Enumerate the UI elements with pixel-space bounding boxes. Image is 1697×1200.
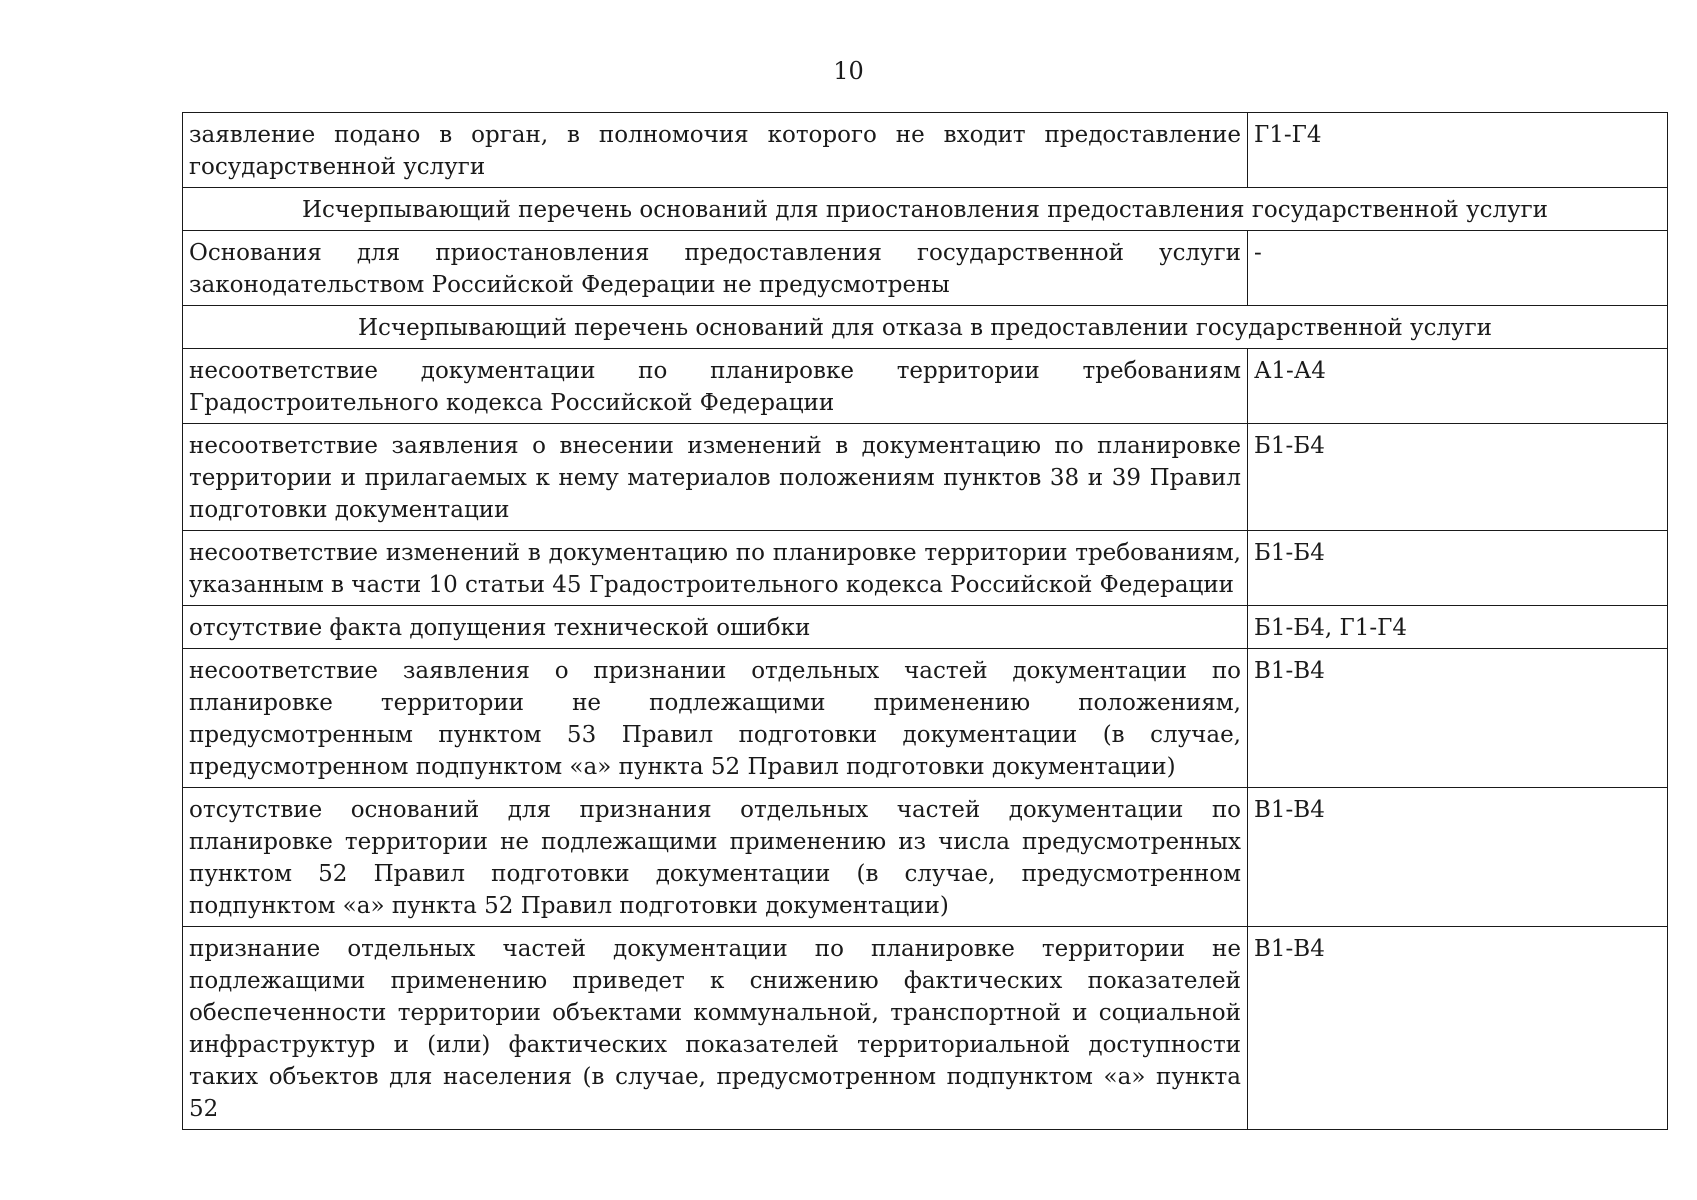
ground-text: отсутствие оснований для признания отдельных частей документации по планировке территории не подлежащими применению из числа предусмотренных пунктом 52 Правил подготовки документации (в случае, предусмотренном подпунктом «а» пункта 52 Правил подготовки документации) [183, 788, 1248, 927]
section-header-row [183, 188, 1668, 231]
table-row [183, 649, 1668, 788]
ground-text: отсутствие факта допущения технической ошибки [183, 606, 1248, 649]
table-row [183, 606, 1668, 649]
ground-text: Основания для приостановления предоставления государственной услуги законодательством Российской Федерации не предусмотрены [183, 231, 1248, 306]
page-number: 10 [833, 57, 864, 85]
ground-code: В1-В4 [1248, 788, 1668, 927]
ground-text: несоответствие заявления о признании отдельных частей документации по планировке территории не подлежащими применению положениям, предусмотренным пунктом 53 Правил подготовки документации (в случае, предусмотренном подпунктом «а» пункта 52 Правил подготовки документации) [183, 649, 1248, 788]
table-row [183, 788, 1668, 927]
grounds-table [182, 112, 1668, 1130]
ground-text: несоответствие заявления о внесении изменений в документацию по планировке территории и прилагаемых к нему материалов положениям пунктов 38 и 39 Правил подготовки документации [183, 424, 1248, 531]
table-row [183, 424, 1668, 531]
ground-code: Б1-Б4 [1248, 531, 1668, 606]
ground-code: В1-В4 [1248, 927, 1668, 1130]
section-header-refusal: Исчерпывающий перечень оснований для отказа в предоставлении государственной услуги [183, 306, 1668, 349]
ground-code: В1-В4 [1248, 649, 1668, 788]
ground-text: заявление подано в орган, в полномочия которого не входит предоставление государственной услуги [183, 113, 1248, 188]
table-row [183, 113, 1668, 188]
ground-text: несоответствие документации по планировке территории требованиям Градостроительного кодекса Российской Федерации [183, 349, 1248, 424]
table-row [183, 231, 1668, 306]
ground-code: Б1-Б4 [1248, 424, 1668, 531]
ground-text: несоответствие изменений в документацию по планировке территории требованиям, указанным в части 10 статьи 45 Градостроительного кодекса Российской Федерации [183, 531, 1248, 606]
table-row [183, 927, 1668, 1130]
section-header-suspension: Исчерпывающий перечень оснований для приостановления предоставления государственной услуги [183, 188, 1668, 231]
ground-code: Г1-Г4 [1248, 113, 1668, 188]
table-row [183, 531, 1668, 606]
ground-code: А1-А4 [1248, 349, 1668, 424]
ground-text: признание отдельных частей документации по планировке территории не подлежащими применению приведет к снижению фактических показателей обеспеченности территории объектами коммунальной, транспортной и социальной инфраструктур и (или) фактических показателей территориальной доступности таких объектов для населения (в случае, предусмотренном подпунктом «а» пункта 52 [183, 927, 1248, 1130]
section-header-row [183, 306, 1668, 349]
ground-code: Б1-Б4, Г1-Г4 [1248, 606, 1668, 649]
table-row [183, 349, 1668, 424]
ground-code: - [1248, 231, 1668, 306]
